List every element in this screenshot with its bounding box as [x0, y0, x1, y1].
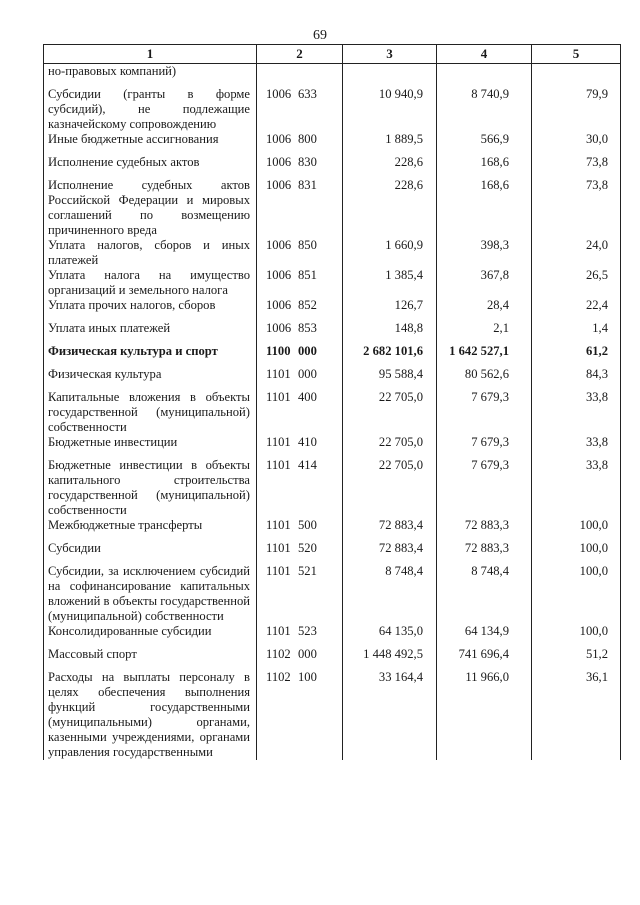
- table-body: [44, 64, 621, 761]
- section-code: 1102: [266, 670, 291, 684]
- table-row: [44, 132, 621, 155]
- approved-value: 126,7: [343, 298, 437, 321]
- approved-value: 1 448 492,5: [343, 647, 437, 670]
- row-code: [257, 178, 343, 238]
- table-row: [44, 238, 621, 268]
- executed-value: 398,3: [437, 238, 532, 268]
- executed-value: 72 883,3: [437, 518, 532, 541]
- approved-value: 1 385,4: [343, 268, 437, 298]
- executed-value: 80 562,6: [437, 367, 532, 390]
- executed-value: 7 679,3: [437, 390, 532, 435]
- executed-value: 72 883,3: [437, 541, 532, 564]
- section-code: 1006: [266, 321, 292, 335]
- row-code: [257, 367, 343, 390]
- percent-value: 51,2: [532, 647, 621, 670]
- header-col-3: 3: [343, 45, 437, 64]
- expense-type-code: 830: [298, 155, 317, 169]
- percent-value: 24,0: [532, 238, 621, 268]
- table-row: [44, 321, 621, 344]
- percent-value: 26,5: [532, 268, 621, 298]
- row-code: [257, 298, 343, 321]
- row-name: Исполнение судебных актов Российской Федерации и мировых соглашений по возмещению причиненного вреда: [44, 178, 257, 238]
- row-code: [257, 564, 343, 624]
- approved-value: 8 748,4: [343, 564, 437, 624]
- page-number: 69: [313, 28, 327, 43]
- table-header-row: [44, 45, 621, 64]
- executed-value: 11 966,0: [437, 670, 532, 760]
- executed-value: 7 679,3: [437, 458, 532, 518]
- executed-value: 1 642 527,1: [437, 344, 532, 367]
- section-code: 1101: [266, 435, 291, 449]
- executed-value: 741 696,4: [437, 647, 532, 670]
- executed-value: [437, 64, 532, 88]
- expense-type-code: 523: [298, 624, 317, 638]
- section-code: 1101: [266, 541, 291, 555]
- table-row: [44, 435, 621, 458]
- approved-value: 10 940,9: [343, 87, 437, 132]
- row-name: Капитальные вложения в объекты государственной (муниципальной) собственности: [44, 390, 257, 435]
- row-code: [257, 390, 343, 435]
- row-code: [257, 87, 343, 132]
- row-code: [257, 321, 343, 344]
- expense-type-code: 633: [298, 87, 317, 101]
- approved-value: 33 164,4: [343, 670, 437, 760]
- header-col-4: 4: [437, 45, 532, 64]
- section-code: 1102: [266, 647, 291, 661]
- table-row: [44, 64, 621, 88]
- executed-value: 2,1: [437, 321, 532, 344]
- approved-value: 228,6: [343, 178, 437, 238]
- expense-type-code: 831: [298, 178, 317, 192]
- table-row: [44, 155, 621, 178]
- row-name: Уплата налога на имущество организаций и земельного налога: [44, 268, 257, 298]
- table-row: [44, 390, 621, 435]
- section-code: 1006: [266, 268, 292, 282]
- row-name: Субсидии: [44, 541, 257, 564]
- row-code: [257, 64, 343, 88]
- percent-value: 100,0: [532, 518, 621, 541]
- row-name: Уплата иных платежей: [44, 321, 257, 344]
- row-code: [257, 541, 343, 564]
- section-code: 1006: [266, 298, 292, 312]
- percent-value: 100,0: [532, 564, 621, 624]
- approved-value: [343, 64, 437, 88]
- approved-value: 72 883,4: [343, 541, 437, 564]
- percent-value: 61,2: [532, 344, 621, 367]
- percent-value: 30,0: [532, 132, 621, 155]
- executed-value: 367,8: [437, 268, 532, 298]
- table-row: [44, 367, 621, 390]
- header-col-5: 5: [532, 45, 621, 64]
- row-code: [257, 435, 343, 458]
- row-code: [257, 647, 343, 670]
- approved-value: 1 889,5: [343, 132, 437, 155]
- percent-value: 33,8: [532, 435, 621, 458]
- percent-value: 33,8: [532, 458, 621, 518]
- executed-value: 7 679,3: [437, 435, 532, 458]
- expense-type-code: 852: [298, 298, 317, 312]
- row-name: Уплата налогов, сборов и иных платежей: [44, 238, 257, 268]
- section-code: 1101: [266, 367, 291, 381]
- approved-value: 148,8: [343, 321, 437, 344]
- row-name: Расходы на выплаты персоналу в целях обеспечения выполнения функций государственными (муниципальными) органами, казенными учреждениями, органами управления государственными: [44, 670, 257, 760]
- row-code: [257, 670, 343, 760]
- approved-value: 95 588,4: [343, 367, 437, 390]
- approved-value: 2 682 101,6: [343, 344, 437, 367]
- approved-value: 22 705,0: [343, 458, 437, 518]
- percent-value: 73,8: [532, 155, 621, 178]
- executed-value: 64 134,9: [437, 624, 532, 647]
- expense-type-code: 521: [298, 564, 317, 578]
- expense-type-code: 410: [298, 435, 317, 449]
- percent-value: 100,0: [532, 624, 621, 647]
- row-code: [257, 132, 343, 155]
- expense-type-code: 000: [298, 344, 317, 358]
- percent-value: 36,1: [532, 670, 621, 760]
- executed-value: 28,4: [437, 298, 532, 321]
- table-row: [44, 564, 621, 624]
- table-row: [44, 87, 621, 132]
- expense-type-code: 414: [298, 458, 317, 472]
- row-name: Субсидии (гранты в форме субсидий), не подлежащие казначейскому сопровождению: [44, 87, 257, 132]
- approved-value: 1 660,9: [343, 238, 437, 268]
- row-name: Межбюджетные трансферты: [44, 518, 257, 541]
- approved-value: 72 883,4: [343, 518, 437, 541]
- header-col-2: 2: [257, 45, 343, 64]
- executed-value: 8 748,4: [437, 564, 532, 624]
- expense-type-code: 400: [298, 390, 317, 404]
- header-col-1: 1: [44, 45, 257, 64]
- row-code: [257, 518, 343, 541]
- percent-value: 100,0: [532, 541, 621, 564]
- approved-value: 22 705,0: [343, 435, 437, 458]
- row-name: Иные бюджетные ассигнования: [44, 132, 257, 155]
- section-code: 1006: [266, 238, 292, 252]
- table-row: [44, 298, 621, 321]
- percent-value: 33,8: [532, 390, 621, 435]
- section-code: 1006: [266, 132, 292, 146]
- budget-table-container: [43, 44, 620, 760]
- percent-value: [532, 64, 621, 88]
- expense-type-code: 500: [298, 518, 317, 532]
- executed-value: 566,9: [437, 132, 532, 155]
- table-row: [44, 541, 621, 564]
- row-name: Физическая культура и спорт: [44, 344, 257, 367]
- row-code: [257, 155, 343, 178]
- executed-value: 8 740,9: [437, 87, 532, 132]
- expense-type-code: 000: [298, 367, 317, 381]
- section-code: 1100: [266, 344, 291, 358]
- approved-value: 22 705,0: [343, 390, 437, 435]
- table-row: [44, 458, 621, 518]
- expense-type-code: 100: [298, 670, 317, 684]
- expense-type-code: 800: [298, 132, 317, 146]
- row-code: [257, 458, 343, 518]
- row-name: Бюджетные инвестиции: [44, 435, 257, 458]
- row-name: но-правовых компаний): [44, 64, 257, 88]
- approved-value: 64 135,0: [343, 624, 437, 647]
- table-row: [44, 518, 621, 541]
- executed-value: 168,6: [437, 178, 532, 238]
- table-row: [44, 647, 621, 670]
- section-code: 1101: [266, 564, 291, 578]
- row-code: [257, 238, 343, 268]
- approved-value: 228,6: [343, 155, 437, 178]
- row-name: Бюджетные инвестиции в объекты капитального строительства государственной (муниципальной) собственности: [44, 458, 257, 518]
- table-row: [44, 344, 621, 367]
- percent-value: 22,4: [532, 298, 621, 321]
- percent-value: 73,8: [532, 178, 621, 238]
- table-row: [44, 624, 621, 647]
- row-code: [257, 344, 343, 367]
- row-name: Уплата прочих налогов, сборов: [44, 298, 257, 321]
- table-row: [44, 268, 621, 298]
- executed-value: 168,6: [437, 155, 532, 178]
- row-code: [257, 624, 343, 647]
- percent-value: 1,4: [532, 321, 621, 344]
- row-name: Субсидии, за исключением субсидий на софинансирование капитальных вложений в объекты государственной (муниципальной) собственности: [44, 564, 257, 624]
- percent-value: 84,3: [532, 367, 621, 390]
- expense-type-code: 520: [298, 541, 317, 555]
- section-code: 1006: [266, 178, 292, 192]
- expense-type-code: 851: [298, 268, 317, 282]
- section-code: 1101: [266, 624, 291, 638]
- table-row: [44, 670, 621, 760]
- section-code: 1101: [266, 390, 291, 404]
- expense-type-code: 850: [298, 238, 317, 252]
- section-code: 1006: [266, 87, 292, 101]
- row-name: Консолидированные субсидии: [44, 624, 257, 647]
- row-name: Исполнение судебных актов: [44, 155, 257, 178]
- budget-table: [43, 44, 621, 760]
- row-name: Физическая культура: [44, 367, 257, 390]
- expense-type-code: 853: [298, 321, 317, 335]
- section-code: 1101: [266, 458, 291, 472]
- row-code: [257, 268, 343, 298]
- percent-value: 79,9: [532, 87, 621, 132]
- row-name: Массовый спорт: [44, 647, 257, 670]
- expense-type-code: 000: [298, 647, 317, 661]
- table-row: [44, 178, 621, 238]
- section-code: 1006: [266, 155, 292, 169]
- section-code: 1101: [266, 518, 291, 532]
